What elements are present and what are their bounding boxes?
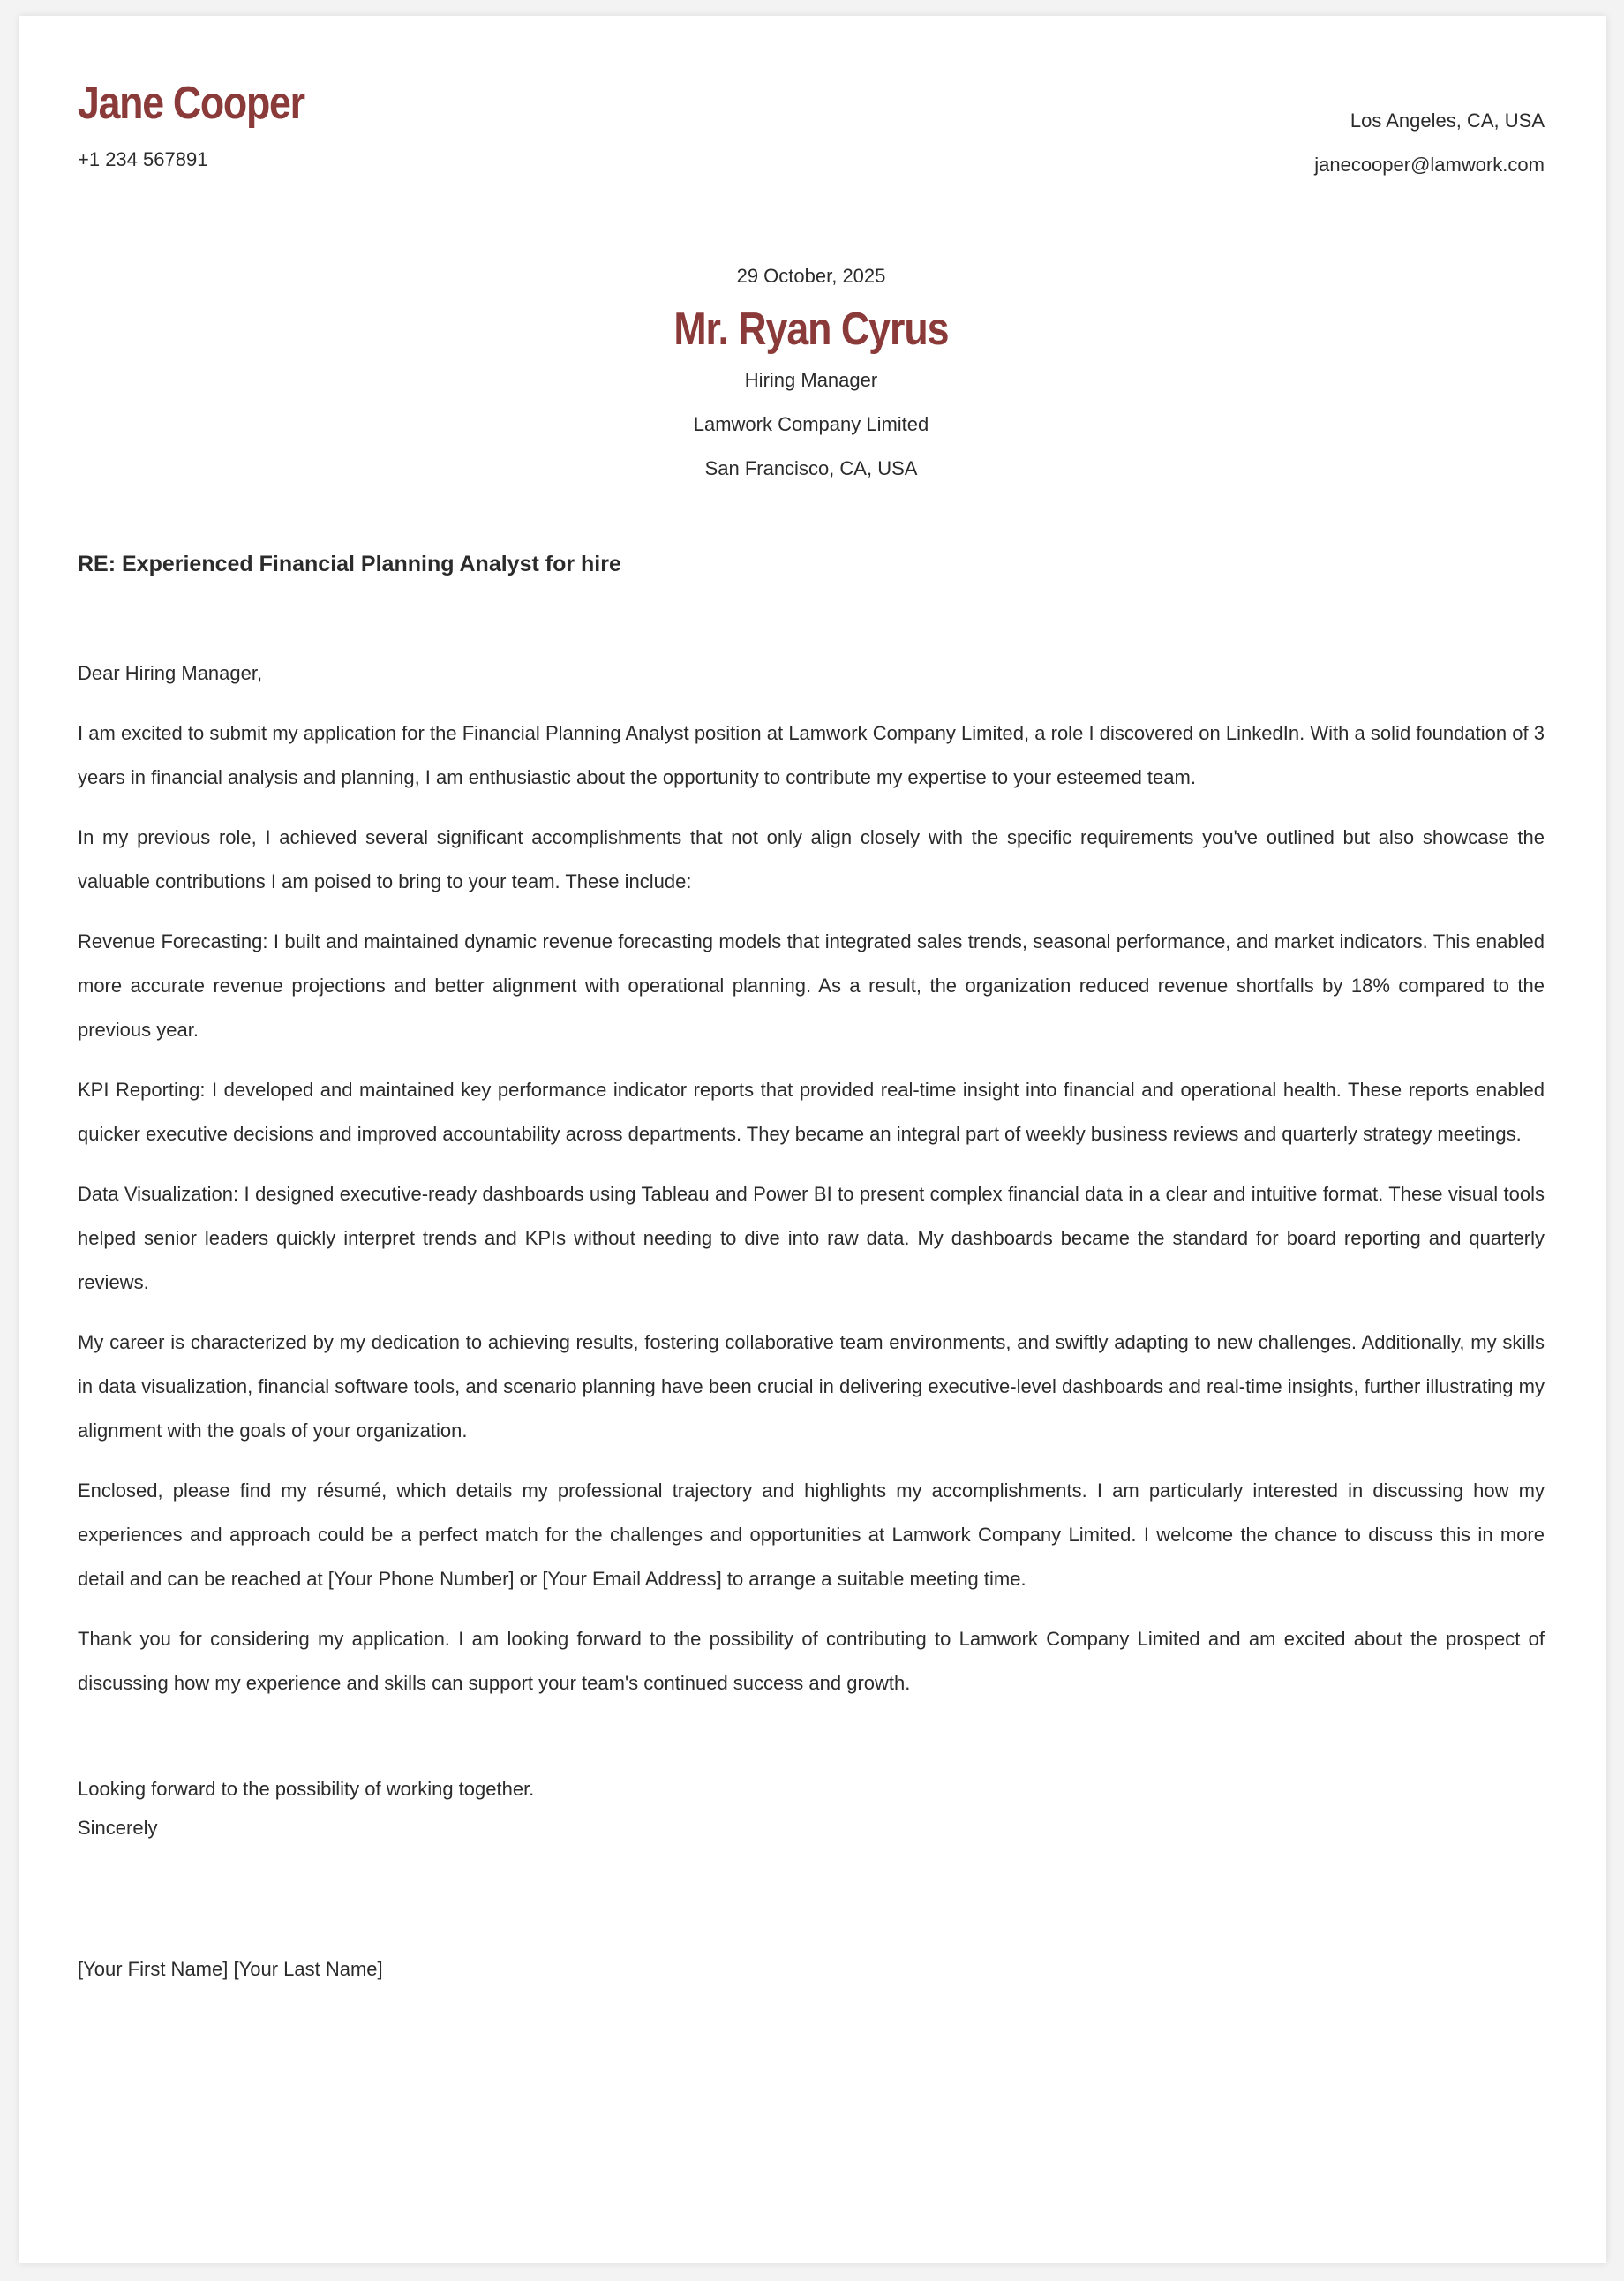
- letter-header: [78, 74, 1545, 215]
- body-paragraph: In my previous role, I achieved several significant accomplishments that not only align closely with the specific requirements you've outlined but also showcase the valuable contributions I am poised to bring to your team. These include:: [78, 826, 1545, 892]
- body-paragraph: Data Visualization: I designed executive-ready dashboards using Tableau and Power BI to present complex financial data in a clear and intuitive format. These visual tools helped senior leaders quickly interpret trends and KPIs without needing to dive into raw data. My dashboards became the standard for board reporting and quarterly reviews.: [78, 1183, 1545, 1293]
- body-paragraph: Revenue Forecasting: I built and maintained dynamic revenue forecasting models that integrated sales trends, seasonal performance, and market indicators. This enabled more accurate revenue projections and better alignment with operational planning. As a result, the organization reduced revenue shortfalls by 18% compared to the previous year.: [78, 930, 1545, 1041]
- closing-line: Looking forward to the possibility of working together.: [78, 1778, 535, 1800]
- body-paragraph: Enclosed, please find my résumé, which details my professional trajectory and highlights my accomplishments. I am particularly interested in discussing how my experiences and approach could be a perfect match for the challenges and opportunities at Lamwork Company Limited. I welcome the chance to discuss this in more detail and can be reached at [Your Phone Number] or [Your Email Address] to arrange a suitable meeting time.: [78, 1479, 1545, 1590]
- sender-location: Los Angeles, CA, USA: [1350, 109, 1545, 132]
- letter-page: [19, 16, 1606, 2263]
- closing-valediction: Sincerely: [78, 1817, 158, 1839]
- sender-phone: +1 234 567891: [78, 148, 208, 170]
- letter-body: [78, 651, 1545, 1705]
- sender-name: Jane Cooper: [78, 78, 304, 129]
- recipient-title: Hiring Manager: [744, 369, 878, 391]
- signature: [Your First Name] [Your Last Name]: [78, 1958, 383, 1980]
- letter-closing: [78, 1767, 1545, 1850]
- body-paragraph: KPI Reporting: I developed and maintained key performance indicator reports that provided real-time insight into financial and operational health. These reports enabled quicker executive decisions and improved accountability across departments. They became an integral part of weekly business reviews and quarterly strategy meetings.: [78, 1079, 1545, 1145]
- salutation: Dear Hiring Manager,: [78, 662, 263, 684]
- sender-contact: [1314, 99, 1545, 187]
- body-paragraph: Thank you for considering my application. I am looking forward to the possibility of contributing to Lamwork Company Limited and am excited about the prospect of discussing how my experience and skills can support your team's continued success and growth.: [78, 1628, 1545, 1694]
- recipient-location: San Francisco, CA, USA: [704, 457, 918, 479]
- letter-subject: RE: Experienced Financial Planning Analyst for hire: [78, 552, 621, 576]
- letter-date: 29 October, 2025: [736, 265, 886, 287]
- recipient-block: [78, 263, 1545, 491]
- body-paragraph: I am excited to submit my application for the Financial Planning Analyst position at Lamwork Company Limited, a role I discovered on LinkedIn. With a solid foundation of 3 years in financial analysis and planning, I am enthusiastic about the opportunity to contribute my expertise to your esteemed team.: [78, 722, 1545, 788]
- sender-email: janecooper@lamwork.com: [1314, 154, 1545, 176]
- body-paragraph: My career is characterized by my dedication to achieving results, fostering collaborative team environments, and swiftly adapting to new challenges. Additionally, my skills in data visualization, financial software tools, and scenario planning have been crucial in delivering executive-level dashboards and real-time insights, further illustrating my alignment with the goals of your organization.: [78, 1331, 1545, 1442]
- recipient-name: Mr. Ryan Cyrus: [673, 304, 949, 355]
- recipient-company: Lamwork Company Limited: [693, 413, 929, 435]
